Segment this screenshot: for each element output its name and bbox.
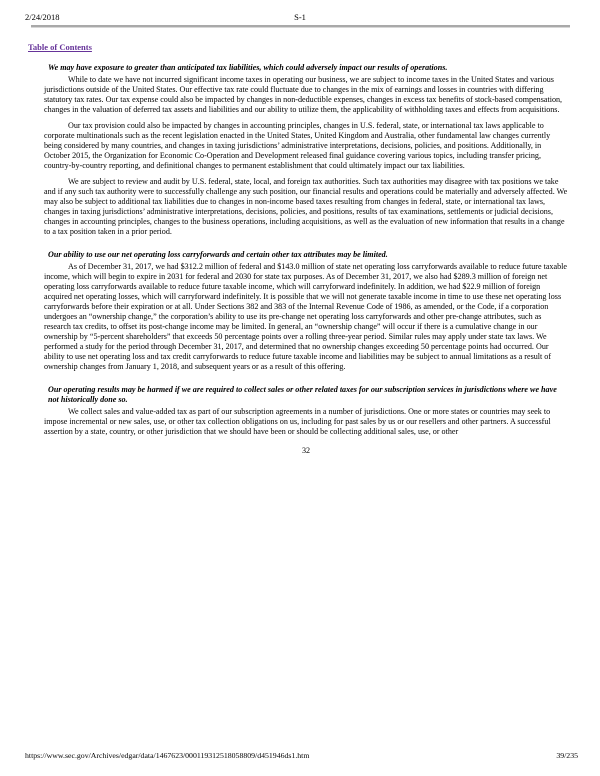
footer-source-url: https://www.sec.gov/Archives/edgar/data/1467623/000119312518058809/d451946ds1.htm <box>25 751 310 760</box>
risk-factor-heading-nol-carryforwards: Our ability to use our net operating loss carryforwards and certain other tax attributes may be limited. <box>48 250 388 259</box>
risk-factor-heading-tax-liabilities: We may have exposure to greater than anticipated tax liabilities, which could adversely impact our results of operations. <box>48 63 448 72</box>
paragraph: While to date we have not incurred significant income taxes in operating our business, we are subject to income taxes in the United States and various jurisdictions outside of the United States. Our effective tax rate could fluctuate due to changes in the mix of earnings and losses in countries with differing statutory tax rates. Our tax expense could also be impacted by changes in non-deductible expenses, changes in excess tax benefits of stock-based compensation, changes in the valuation of deferred tax assets and liabilities and our ability to utilize them, the applicability of withholding taxes and effects from acquisitions. <box>44 75 563 114</box>
paragraph: We collect sales and value-added tax as part of our subscription agreements in a number of jurisdictions. One or more states or countries may seek to impose incremental or new sales, use, or other tax collection obligations on us, including for past sales by us or our resellers and other partners. A successful assertion by a state, country, or other jurisdiction that we should have been or should be collecting additional sales, use, or other <box>44 407 551 436</box>
footer-page-indicator: 39/235 <box>556 751 578 760</box>
paragraph: Our tax provision could also be impacted by changes in accounting principles, changes in U.S. federal, state, or international tax laws applicable to corporate multinationals such as the recent legislation enacted in the United States, United Kingdom and Australia, other fundamental law changes currently being considered by many countries, and changes in taxing jurisdictions’ administrative interpretations, decisions, policies, and positions. Additionally, in October 2015, the Organization for Economic Co-Operation and Development released final guidance covering various topics, including transfer pricing, country-by-country reporting, and definitional changes to permanent establishment that could ultimately impact our tax liabilities. <box>44 121 551 170</box>
page-number: 32 <box>301 446 311 455</box>
header-divider-rule <box>31 25 570 28</box>
document-body <box>44 63 568 456</box>
table-of-contents-link[interactable]: Table of Contents <box>28 42 92 52</box>
print-date: 2/24/2018 <box>25 12 60 22</box>
paragraph: As of December 31, 2017, we had $312.2 million of federal and $143.0 million of state net operating loss carryforwards available to reduce future taxable income, which will begin to expire in 2031 for federal and 2030 for state tax purposes. As of December 31, 2017, we also had $289.3 million of foreign net operating loss carryforwards available to reduce future taxable income, which will carryforward indefinitely. In addition, we had $22.9 million of foreign acquired net operating losses, which will carryforward indefinitely. It is possible that we will not generate taxable income in time to use these net operating loss carryforwards before their expiration or at all. Under Sections 382 and 383 of the Internal Revenue Code of 1986, as amended, or the Code, if a corporation undergoes an “ownership change,” the corporation’s ability to use its pre-change net operating loss carryforwards and other pre-change attributes, such as research tax credits, to offset its post-change income may be limited. In general, an “ownership change” will occur if there is a cumulative change in our ownership by “5-percent shareholders” that exceeds 50 percentage points over a rolling three-year period. Similar rules may apply under state tax laws. We performed a study for the period through December 31, 2017, and determined that no ownership changes exceeding 50 percentage points had occurred. Our ability to use net operating loss and tax credit carryforwards to reduce future taxable income and liabilities may be subject to annual limitations as a result of ownership changes from January 1, 2018, and subsequent years or as a result of this offering. <box>44 262 567 371</box>
risk-factor-heading-sales-taxes: Our operating results may be harmed if we are required to collect sales or other related taxes for our subscription services in jurisdictions where we have not historically done so. <box>48 385 557 404</box>
document-type-label: S-1 <box>294 12 306 22</box>
paragraph: We are subject to review and audit by U.S. federal, state, local, and foreign tax authorities. Such tax authorities may disagree with tax positions we take and if any such tax authority were to successfully challenge any such position, our financial results and operations could be materially and adversely affected. We may also be subject to additional tax liabilities due to changes in non-income based taxes resulting from changes in federal, state, or international tax laws, changes in taxing jurisdictions’ administrative interpretations, decisions, policies, and positions, results of tax examinations, settlements or judicial decisions, changes in accounting principles, changes to the business operations, including acquisitions, as well as the evaluation of new information that results in a change to a tax position taken in a prior period. <box>44 177 568 236</box>
